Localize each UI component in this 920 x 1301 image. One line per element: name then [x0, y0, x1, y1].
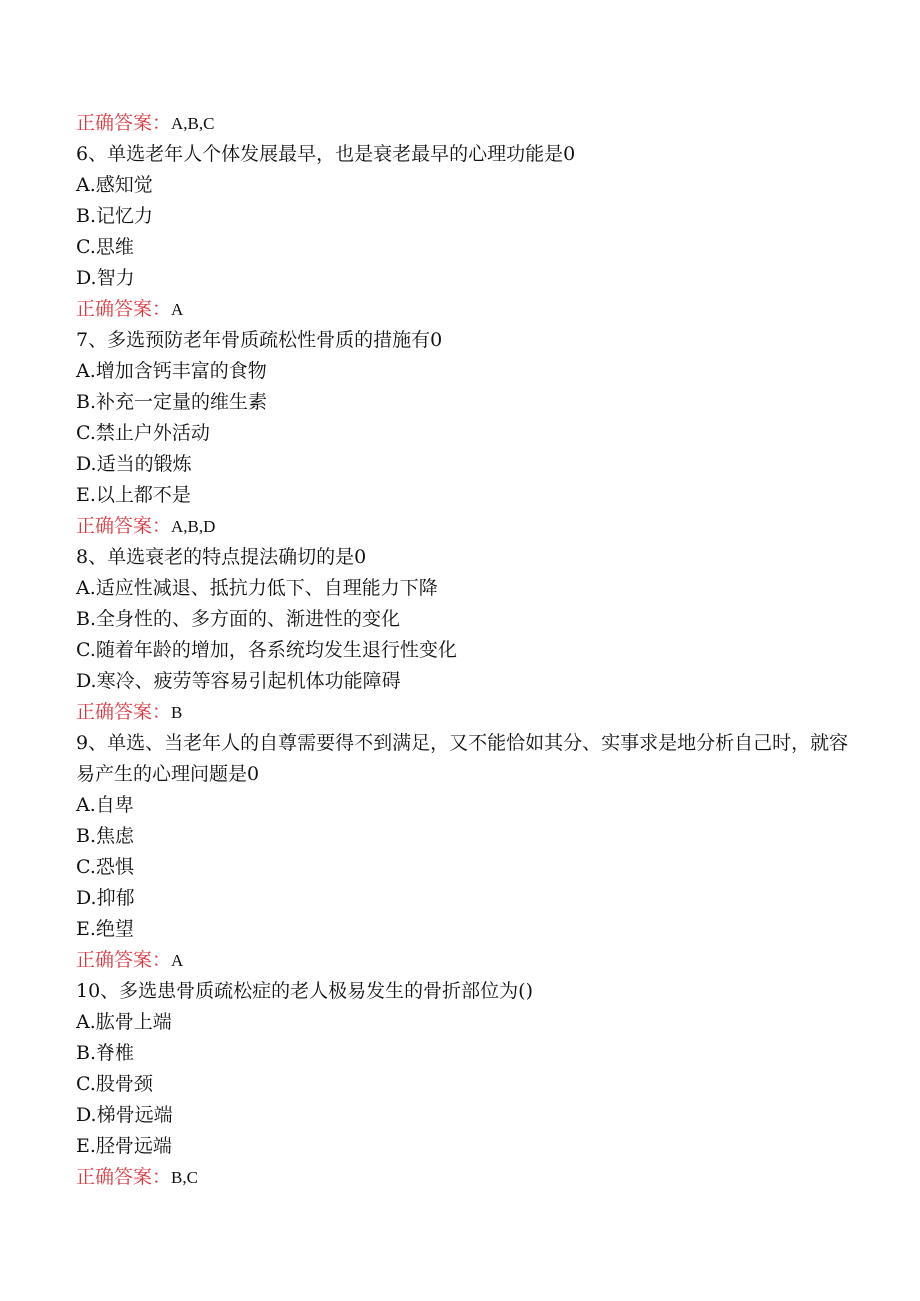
answer-value: A,B,D: [171, 517, 216, 536]
option-e: E.胫骨远端: [76, 1135, 172, 1157]
answer-value: A: [171, 951, 184, 970]
answer-label: 正确答案：: [76, 298, 172, 320]
option-b: B.记忆力: [76, 205, 154, 227]
answer-line: [76, 697, 856, 728]
question-10: [76, 976, 856, 1193]
answer-line: [76, 511, 856, 542]
question-7: [76, 325, 856, 542]
option-c: C.禁止户外活动: [76, 422, 210, 444]
question-9: [76, 728, 856, 976]
option-a: A.肱骨上端: [76, 1011, 172, 1033]
answer-value: B,C: [171, 1168, 198, 1187]
question-title: 8、单选衰老的特点提法确切的是0: [76, 546, 367, 568]
answer-label: 正确答案：: [76, 515, 172, 537]
answer-value: A,B,C: [171, 114, 215, 133]
question-title: 9、单选、当老年人的自尊需要得不到满足，又不能恰如其分、实事求是地分析自己时，就容易产生的心理问题是0: [76, 732, 849, 785]
answer-line: [76, 945, 856, 976]
answer-label: 正确答案：: [76, 701, 172, 723]
option-a: A.适应性减退、抵抗力低下、自理能力下降: [76, 577, 438, 599]
answer-line: [76, 1162, 856, 1193]
option-a: A.感知觉: [76, 174, 153, 196]
option-d: D.寒冷、疲劳等容易引起机体功能障碍: [76, 670, 401, 692]
option-d: D.抑郁: [76, 887, 135, 909]
option-d: D.智力: [76, 267, 135, 289]
option-a: A.增加含钙丰富的食物: [76, 360, 267, 382]
option-b: B.全身性的、多方面的、渐进性的变化: [76, 608, 401, 630]
option-d: D.梯骨远端: [76, 1104, 173, 1126]
question-title: 7、多选预防老年骨质疏松性骨质的措施有0: [76, 329, 443, 351]
option-b: B.脊椎: [76, 1042, 135, 1064]
option-c: C.股骨颈: [76, 1073, 153, 1095]
option-a: A.自卑: [76, 794, 134, 816]
option-e: E.以上都不是: [76, 484, 191, 506]
answer-label: 正确答案：: [76, 1166, 172, 1188]
answer-line: [76, 294, 856, 325]
option-b: B.补充一定量的维生素: [76, 391, 268, 413]
question-8: [76, 542, 856, 728]
answer-value: A: [171, 300, 184, 319]
option-c: C.随着年龄的增加，各系统均发生退行性变化: [76, 639, 457, 661]
question-title: 10、多选患骨质疏松症的老人极易发生的骨折部位为(): [76, 980, 534, 1002]
option-c: C.恐惧: [76, 856, 134, 878]
answer-line: [76, 108, 856, 139]
option-c: C.思维: [76, 236, 134, 258]
option-d: D.适当的锻炼: [76, 453, 192, 475]
question-6: [76, 139, 856, 325]
question-title: 6、单选老年人个体发展最早，也是衰老最早的心理功能是0: [76, 143, 576, 165]
answer-label: 正确答案：: [76, 949, 172, 971]
option-e: E.绝望: [76, 918, 134, 940]
document-page: [76, 108, 856, 1193]
answer-value: B: [171, 703, 183, 722]
answer-label: 正确答案：: [76, 112, 172, 134]
option-b: B.焦虑: [76, 825, 135, 847]
